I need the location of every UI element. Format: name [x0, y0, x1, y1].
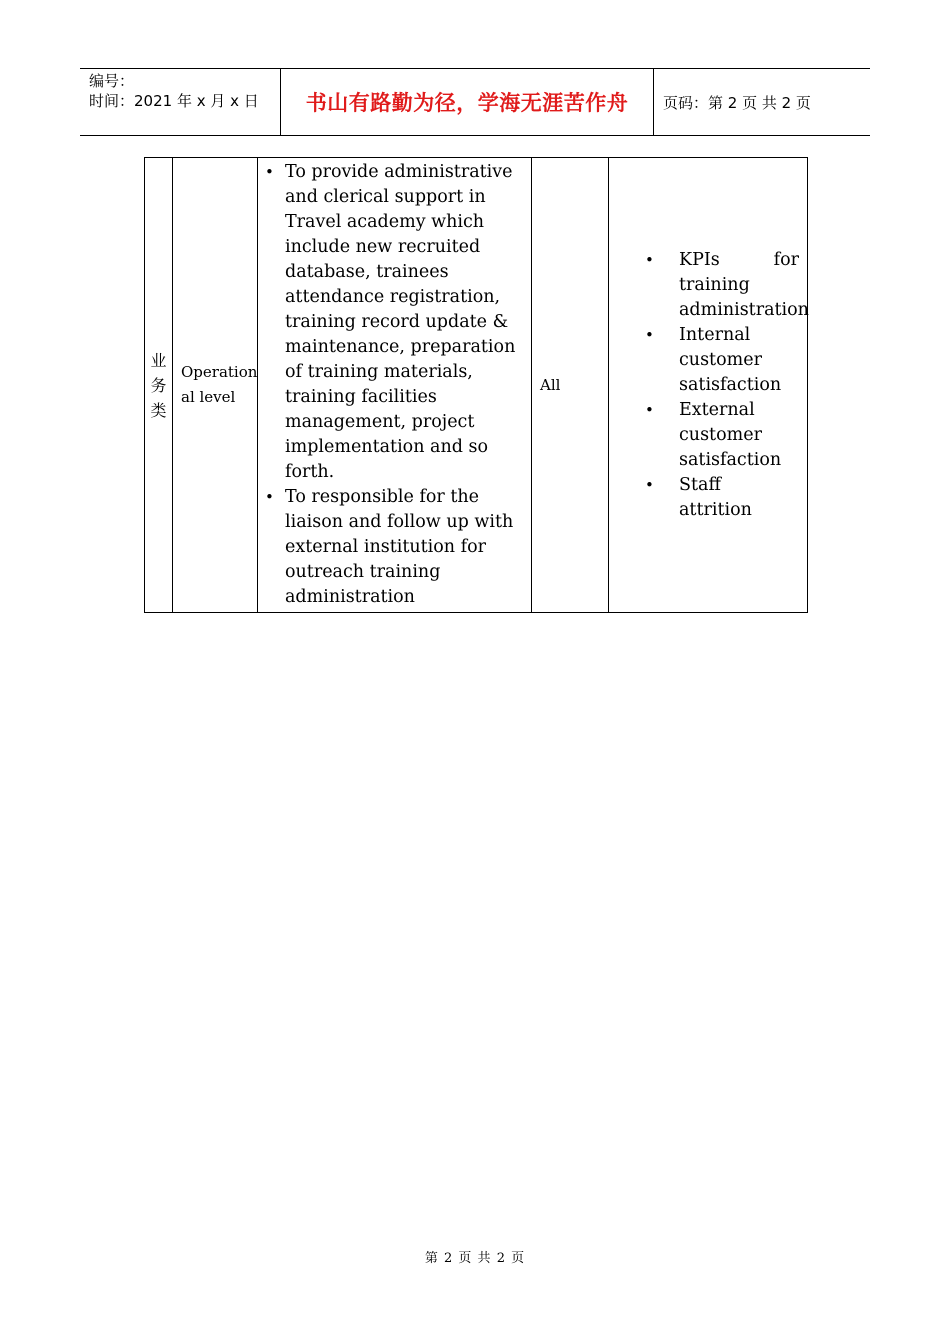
bullet-icon: •	[645, 250, 654, 269]
header-motto-cell	[281, 69, 654, 135]
page-info-text: 页码：第 2 页 共 2 页	[663, 93, 811, 112]
description-list	[258, 158, 531, 612]
kpi-list	[609, 248, 807, 523]
list-item	[609, 473, 799, 523]
header-page-info	[654, 69, 870, 135]
bullet-icon: •	[645, 325, 654, 344]
category-char: 务	[150, 375, 167, 395]
list-item	[258, 485, 525, 610]
kpi-cell	[609, 158, 808, 613]
kpi-text: for	[773, 249, 799, 270]
list-item	[258, 160, 525, 485]
level-cell	[173, 158, 258, 613]
kpi-text: training administration	[679, 274, 809, 320]
header-meta	[80, 69, 281, 135]
scope-cell	[532, 158, 609, 613]
kpi-text: KPIs	[679, 249, 720, 270]
table-row	[145, 158, 808, 613]
level-line: al level	[181, 388, 236, 406]
description-text: To provide administrative and clerical support in Travel academy which include new recruited database, trainees attendance registration, training record update & maintenance, preparation of training materials, training facilities management, project implementation and so forth.	[285, 162, 516, 482]
list-item	[609, 398, 799, 473]
list-item	[609, 248, 809, 323]
scope-text: All	[540, 376, 561, 394]
kpi-text: Staff attrition	[679, 474, 752, 520]
bullet-icon: •	[265, 488, 274, 506]
time-label: 时间：2021 年 x 月 x 日	[89, 92, 259, 110]
description-text: To responsible for the liaison and follow up with external institution for outreach training administration	[285, 487, 514, 607]
number-label: 编号：	[89, 72, 135, 90]
category-char: 类	[150, 400, 167, 420]
description-cell	[258, 158, 532, 613]
footer-text: 第 2 页 共 2 页	[424, 1251, 526, 1266]
bullet-icon: •	[265, 163, 274, 181]
list-item	[609, 323, 799, 398]
kpi-text: Internal customer satisfaction	[679, 324, 782, 395]
bullet-icon: •	[645, 400, 654, 419]
category-cell	[145, 158, 173, 613]
level-line: Operation	[181, 363, 258, 381]
bullet-icon: •	[645, 475, 654, 494]
kpi-text: External customer satisfaction	[679, 399, 782, 470]
page-footer	[0, 1247, 950, 1266]
job-table	[144, 157, 808, 613]
page-header	[80, 68, 870, 136]
category-char: 业	[150, 350, 167, 370]
motto-text: 书山有路勤为径，学海无涯苦作舟	[305, 91, 629, 115]
